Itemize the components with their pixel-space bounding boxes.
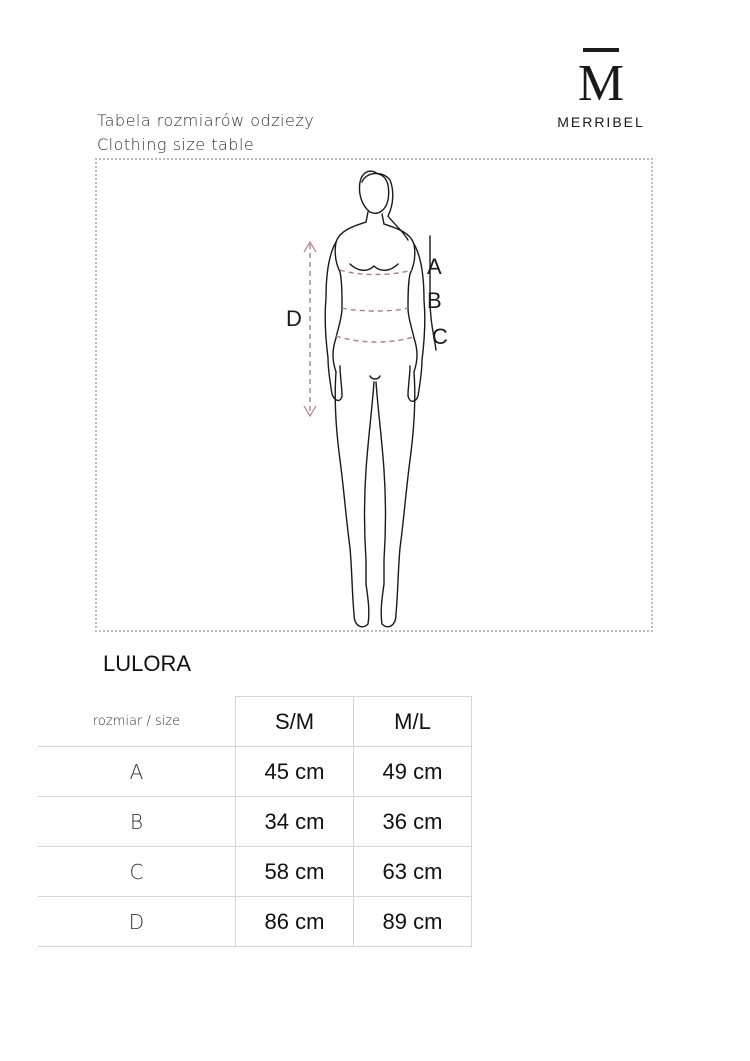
table-row <box>38 797 472 847</box>
left-leg-outer <box>335 372 369 627</box>
measure-line-c <box>336 336 416 342</box>
head-outline <box>359 171 388 213</box>
bust-line <box>350 264 398 270</box>
neck-right <box>382 214 384 224</box>
logo-macron <box>583 48 619 52</box>
figure-label-d: D <box>286 306 302 331</box>
table-cell: 63 cm <box>354 847 472 897</box>
right-leg-outer <box>381 372 415 627</box>
neck-left <box>366 212 368 222</box>
size-table <box>38 696 472 947</box>
right-leg-inner <box>376 382 386 584</box>
table-cell: 34 cm <box>236 797 354 847</box>
logo-brand-name: MERRIBEL <box>557 114 645 130</box>
table-row <box>38 897 472 947</box>
body-figure-illustration <box>270 160 470 635</box>
table-cell: 45 cm <box>236 747 354 797</box>
left-leg-inner <box>365 382 375 584</box>
figure-label-a: A <box>427 254 442 279</box>
table-row <box>38 747 472 797</box>
figure-label-b: B <box>427 288 442 313</box>
measure-row-label: B <box>38 797 236 847</box>
logo-mark: M <box>577 55 625 112</box>
torso-right <box>384 224 417 372</box>
size-table-corner-label: rozmiar / size <box>38 697 236 747</box>
table-cell: 36 cm <box>354 797 472 847</box>
measure-row-label: C <box>38 847 236 897</box>
product-name: LULORA <box>103 651 192 676</box>
measure-row-label: D <box>38 897 236 947</box>
title-polish: Tabela rozmiarów odzieży <box>97 111 315 130</box>
merribel-logo <box>545 48 657 130</box>
torso-left <box>333 222 366 372</box>
title-english: Clothing size table <box>97 135 255 154</box>
measure-line-b <box>342 308 408 311</box>
figure-label-c: C <box>432 324 448 349</box>
size-column-header: S/M <box>236 697 354 747</box>
measure-row-label: A <box>38 747 236 797</box>
measure-line-a <box>340 270 412 275</box>
table-cell: 86 cm <box>236 897 354 947</box>
table-cell: 89 cm <box>354 897 472 947</box>
crotch-line <box>370 376 380 379</box>
table-cell: 49 cm <box>354 747 472 797</box>
table-cell: 58 cm <box>236 847 354 897</box>
size-table-header-row <box>38 697 472 747</box>
size-column-header: M/L <box>354 697 472 747</box>
table-row <box>38 847 472 897</box>
